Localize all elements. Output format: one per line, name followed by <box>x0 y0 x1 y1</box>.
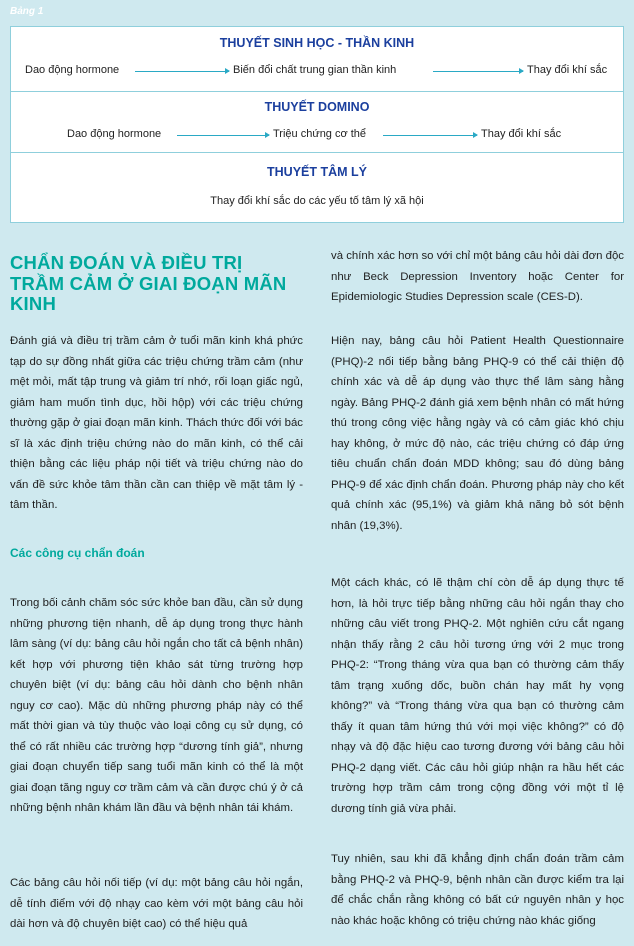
right-paragraph-4: Tuy nhiên, sau khi đã khẳng định chẩn đoán trầm cảm bằng PHQ-2 và PHQ-9, bệnh nhân cần được kiểm tra lại để chắc chắn rằng không có bất cứ nguyên nhân y học nào khác hoặc không có triệu chứng nào khác giống <box>331 853 624 927</box>
right-paragraph-3: Một cách khác, có lẽ thậm chí còn dễ áp dụng thực tế hơn, là hỏi trực tiếp bằng những câu hỏi ngắn thay cho những câu viết trong PHQ-2. Một nghiên cứu cắt ngang nhận thấy rằng 2 câu hỏi tương ứng với 2 mục trong PHQ-2: “Trong tháng vừa qua bạn có thường cảm thấy tâm trạng xuống dốc, buồn chán hay mất hy vọng không?” và “Trong tháng vừa qua bạn có thường cảm thấy ít quan tâm hứng thú với mọi việc không?” có độ nhạy và độ đặc hiệu cao tương đương với bảng câu hỏi PHQ-2 dạng viết. Các câu hỏi giúp nhận ra hầu hết các trường hợp trầm cảm trong cộng đồng với một tỉ lệ dương tính giả vừa phải. <box>331 577 624 815</box>
flow-step-3: Thay đổi khí sắc <box>481 128 562 140</box>
table-section-domino <box>10 92 624 153</box>
flow-row <box>11 128 623 142</box>
left-paragraph-3: Các bảng câu hỏi nối tiếp (ví dụ: một bảng câu hỏi ngắn, dễ tính điểm với độ nhạy cao kèm với một bảng câu hỏi dài hơn và độ chuyên biệt cao) có thể hiệu quả <box>10 877 303 930</box>
table-section-neurobiology <box>10 26 624 92</box>
flow-step-1: Dao động hormone <box>67 128 162 140</box>
right-paragraph-1: và chính xác hơn so với chỉ một bảng câu hỏi dài đơn độc như Beck Depression Inventory hoặc Center for Epidemiologic Studies Depression scale (CES-D). <box>331 250 624 303</box>
section-title: THUYẾT SINH HỌC - THẦN KINH <box>219 36 415 50</box>
arrow-right-icon <box>177 135 269 136</box>
left-paragraph-2: Trong bối cảnh chăm sóc sức khỏe ban đầu, cần sử dụng những phương tiện nhanh, dễ áp dụng trong thực hành lâm sàng (ví dụ: bảng câu hỏi ngắn cho tất cả bệnh nhân) kết hợp với phương tiện khảo sát từng trường hợp chuyên biệt (ví dụ: bảng câu hỏi dành cho bệnh nhân nguy cơ cao). Mặc dù những phương pháp này có thể mất thời gian và tùy thuộc vào loại công cụ sử dụng, có thể có rất nhiều các trường hợp “dương tính giả”, nhưng giai đoạn chuyển tiếp sang tuổi mãn kinh có thể là một giai đoạn tăng nguy cơ trầm cảm và cần được chú ý ở cả những bệnh nhân khám lần đầu và bệnh nhân tái khám. <box>10 597 303 814</box>
flow-step-2: Biến đổi chất trung gian thần kinh <box>233 64 397 76</box>
table-section-psychology <box>10 153 624 223</box>
subheading-diagnostic-tools: Các công cụ chẩn đoán <box>10 546 145 560</box>
arrow-right-icon <box>135 71 229 72</box>
section-title: THUYẾT DOMINO <box>264 100 370 114</box>
article-title: CHẨN ĐOÁN VÀ ĐIỀU TRỊ TRẦM CẢM Ở GIAI ĐOẠN MÃN KINH <box>10 252 287 314</box>
arrow-right-icon <box>433 71 523 72</box>
section-title: THUYẾT TÂM LÝ <box>267 165 367 179</box>
flow-step-1: Dao động hormone <box>25 64 120 76</box>
table-label: Bảng 1 <box>10 6 44 17</box>
arrow-right-icon <box>383 135 477 136</box>
section-note: Thay đổi khí sắc do các yếu tố tâm lý xã hội <box>210 195 424 207</box>
flow-row <box>11 64 623 78</box>
right-paragraph-2: Hiện nay, bảng câu hỏi Patient Health Questionnaire (PHQ)-2 nối tiếp bằng bảng PHQ-9 có thể cải thiện độ chính xác và dễ áp dụng vào thực thể lâm sàng hằng ngày. Bảng PHQ-2 đánh giá xem bệnh nhân có mất hứng thú trong công việc hằng ngày và có cảm giác khó chịu hay không, ở mức độ nào, các triệu chứng có đáp ứng tiêu chuẩn chẩn đoán MDD không; sau đó dùng bảng PHQ-9 để xác định chẩn đoán. Phương pháp này cho kết quả chính xác (95,1%) và giảm khả năng bỏ sót bệnh nhân (19,3%). <box>331 335 624 532</box>
flow-step-3: Thay đổi khí sắc <box>527 64 608 76</box>
left-paragraph-1: Đánh giá và điều trị trầm cảm ở tuổi mãn kinh khá phức tạp do sự đồng nhất giữa các triệu chứng trầm cảm (như mệt mỏi, mất tập trung và giảm trí nhớ, rối loạn giấc ngủ, giảm ham muốn tình dục, hồi hộp) với các triệu chứng thường gặp ở giai đoạn mãn kinh. Thách thức đối với bác sĩ là xác định triệu chứng nào do mãn kinh, có thể cải thiện bằng các liệu pháp nội tiết và triệu chứng nào do vấn đề sức khỏe tâm thần cần can thiệp về mặt tâm lý - tâm thần. <box>10 335 303 511</box>
flow-step-2: Triệu chứng cơ thể <box>273 128 367 140</box>
